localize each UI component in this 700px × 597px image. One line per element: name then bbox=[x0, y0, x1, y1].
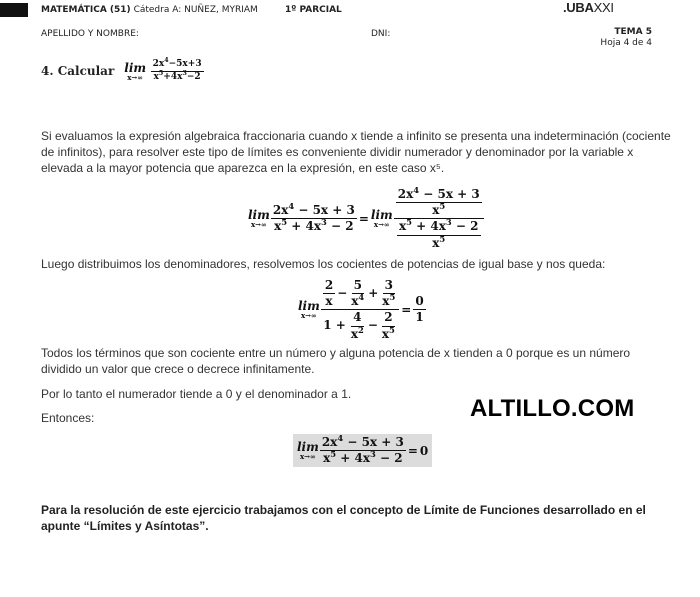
paragraph-indeterminacy: Si evaluamos la expresión algebraica fraccionaria cuando x tiende a infinito se presenta una indeterminación (cociente de infinitos), para resolver este tipo de límites es conveniente dividir numerador y denominador por la variable x elevada a la mayor potencia que aparezca en la expresión, en este caso x⁵. bbox=[41, 129, 671, 175]
paragraph-terms-to-zero: Todos los términos que son cociente entre un número y alguna potencia de x tienden a 0 porque es un número dividido un valor que crece o decrece infinitamente. bbox=[41, 346, 631, 376]
exercise-label: 4. Calcular bbox=[41, 64, 115, 79]
uba-logo-rest: XXI bbox=[593, 0, 614, 15]
equation-final-result: lim x→∞ $\frac{2x^4 - 5x + 3}{x^5 + 4x^3 - 2}$ = 0 bbox=[293, 434, 432, 467]
exercise-statement bbox=[41, 57, 204, 83]
exam-name: 1º PARCIAL bbox=[285, 5, 342, 15]
exercise-fraction: $\frac{2x^4-5x+3}{x^5+4x^3-2}$ bbox=[152, 57, 202, 82]
equation-distributed: lim x→∞ $\frac{2}{x}$ − $\frac{5}{x^4}$ + $\frac{3}{x^5}$ 1 + $\frac{4}{x^2}$ − $\frac{2}{x^5}$ = $\frac{0}{1}$ bbox=[298, 278, 424, 341]
exam-title bbox=[285, 5, 342, 15]
dni-label: DNI: bbox=[371, 29, 391, 39]
header-black-bar bbox=[0, 3, 28, 17]
course-title bbox=[41, 5, 258, 15]
equation-divide-by-x5: lim x→∞ $\frac{2x^4 - 5x + 3}{x^5 + 4x^3 - 2}$ = lim x→∞ $\frac{\frac{2x^4 - 5x + 3}{x^5}}{\frac{x^5 + 4x^3 - 2}{x^5}}$ bbox=[248, 188, 484, 250]
surname-label: APELLIDO Y NOMBRE: bbox=[41, 29, 139, 39]
exercise-limit bbox=[124, 57, 203, 83]
course-chair: Cátedra A: NUÑEZ, MYRIAM bbox=[133, 5, 258, 15]
altillo-watermark: ALTILLO.COM bbox=[470, 395, 635, 422]
limit-den-value: 1 bbox=[415, 310, 424, 325]
tema-label: TEMA 5 bbox=[614, 27, 652, 37]
limit-operator: lim x→∞ bbox=[124, 60, 147, 82]
limit-num-value: 0 bbox=[413, 295, 425, 310]
paragraph-distribute: Luego distribuimos los denominadores, resolvemos los cocientes de potencias de igual base y nos queda: bbox=[41, 257, 606, 271]
final-result-value: 0 bbox=[419, 443, 429, 458]
uba-logo bbox=[563, 0, 614, 15]
paragraph-numerator-denominator: Por lo tanto el numerador tiende a 0 y el denominador a 1. bbox=[41, 387, 352, 401]
uba-logo-bold: .UBA bbox=[563, 0, 594, 15]
sheet-label: Hoja 4 de 4 bbox=[600, 38, 652, 48]
paragraph-concept-note: Para la resolución de este ejercicio trabajamos con el concepto de Límite de Funciones desarrollado en el apunte “Límites y Asíntotas”. bbox=[41, 503, 646, 533]
course-name: MATEMÁTICA (51) bbox=[41, 5, 131, 15]
paragraph-then: Entonces: bbox=[41, 411, 95, 425]
